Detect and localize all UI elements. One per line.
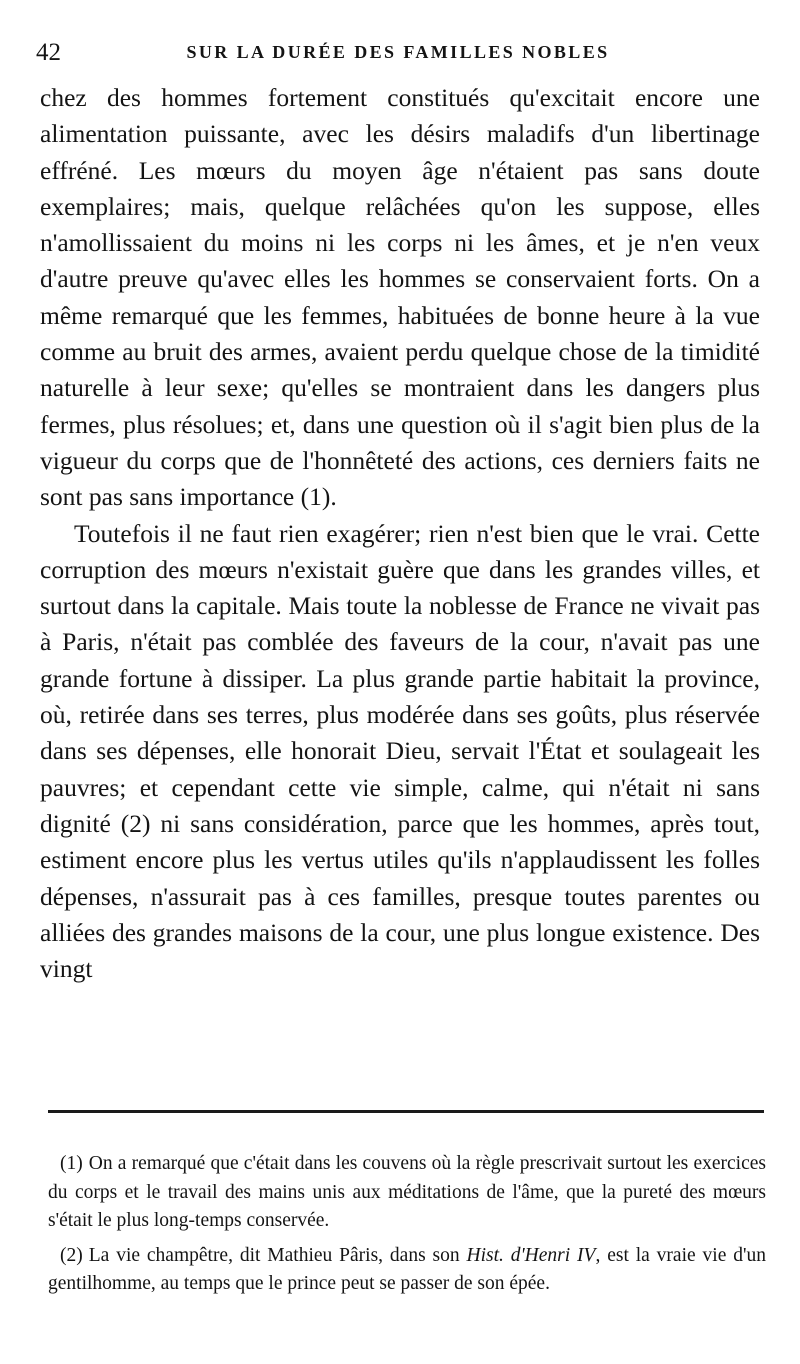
footnotes [48,1150,766,1299]
footnote-2-text-after: , est la vraie vie d'un gentilhomme, au temps que le prince peut se passer de son épée. [48,1244,766,1294]
page-number: 42 [36,39,61,66]
body-text [40,80,760,987]
footnote-1-marker: (1) [60,1153,83,1174]
paragraph-2: Toutefois il ne faut rien exagérer; rien n'est bien que le vrai. Cette corruption des mœurs n'existait guère que dans les grandes villes, et surtout dans la capitale. Mais toute la noblesse de France ne vivait pas à Paris, n'était pas comblée des faveurs de la cour, n'avait pas une grande fortune à dissiper. La plus grande partie habitait la province, où, retirée dans ses terres, plus modérée dans ses goûts, plus réservée dans ses dépenses, elle honorait Dieu, servait l'État et soulageait les pauvres; et cependant cette vie simple, calme, qui n'était ni sans dignité (2) ni sans considération, parce que les hommes, après tout, estiment encore plus les vertus utiles qu'ils n'applaudissent les folles dépenses, n'assurait pas à ces familles, presque toutes parentes ou alliées des grandes maisons de la cour, une plus longue existence. Des vingt [40,518,760,984]
footnote-1 [48,1150,766,1236]
footnote-2-book-title: Hist. d'Henri IV [466,1244,596,1266]
footnote-2-text-before: La vie champêtre, dit Mathieu Pâris, dans son [88,1244,460,1266]
page-header [36,38,760,68]
footnote-1-text: On a remarqué que c'était dans les couvens où la règle prescrivait surtout les exercices du corps et le travail des mains unis aux méditations de l'âme, que la pureté des mœurs s'était le plus long-temps conservée. [48,1153,766,1231]
running-title: SUR LA DURÉE DES FAMILLES NOBLES [186,42,610,62]
footnote-2-marker: (2) [60,1244,83,1266]
footnote-separator [48,1110,764,1113]
footnote-2 [48,1242,766,1299]
paragraph-1: chez des hommes fortement constitués qu'excitait encore une alimentation puissante, avec les désirs maladifs d'un libertinage effréné. Les mœurs du moyen âge n'étaient pas sans doute exemplaires; mais, quelque relâchées qu'on les suppose, elles n'amollissaient du moins ni les corps ni les âmes, et je n'en veux d'autre preuve qu'avec elles les hommes se conservaient forts. On a même remarqué que les femmes, habituées de bonne heure à la vue comme au bruit des armes, avaient perdu quelque chose de la timidité naturelle à leur sexe; qu'elles se montraient dans les dangers plus fermes, plus résolues; et, dans une question où il s'agit bien plus de la vigueur du corps que de l'honnêteté des actions, ces derniers faits ne sont pas sans importance (1). [40,83,760,512]
